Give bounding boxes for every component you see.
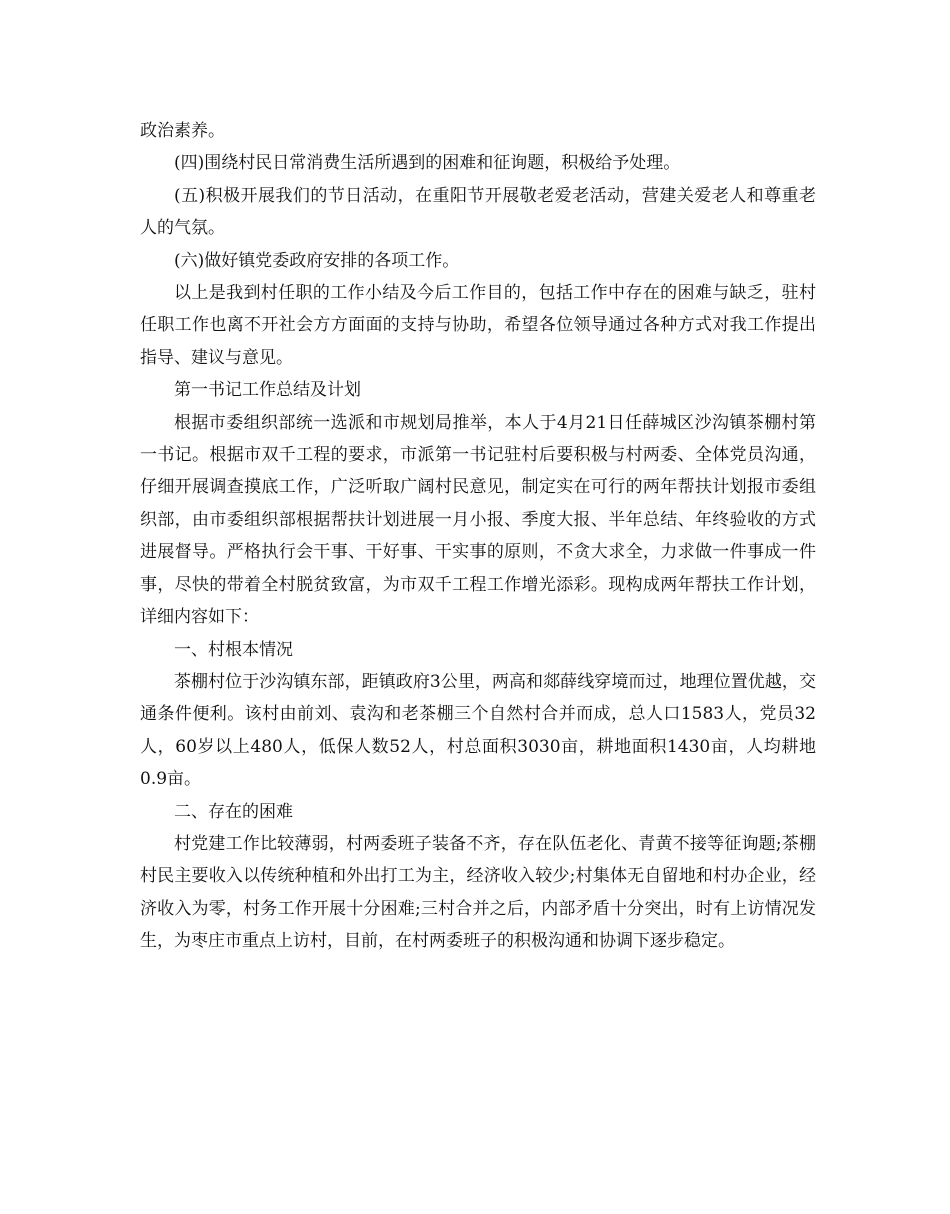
document-body (140, 115, 816, 958)
list-item-5: (五)积极开展我们的节日活动，在重阳节开展敬老爱老活动，营建关爱老人和尊重老人的气氛。 (140, 185, 816, 239)
paragraph-appointment: 根据市委组织部统一选派和市规划局推举，本人于4月21日任薛城区沙沟镇茶棚村第一书记。根据市双千工程的要求，市派第一书记驻村后要积极与村两委、全体党员沟通，仔细开展调查摸底工作，广泛听取广阔村民意见，制定实在可行的两年帮扶计划报市委组织部，由市委组织部根据帮扶计划进展一月小报、季度大报、半年总结、年终验收的方式进展督导。严格执行会干事、干好事、干实事的原则，不贪大求全，力求做一件事成一件事，尽快的带着全村脱贫致富，为市双千工程工作增光添彩。现构成两年帮扶工作计划，详细内容如下： (140, 412, 816, 628)
paragraph-village-info: 茶棚村位于沙沟镇东部，距镇政府3公里，两高和郯薛线穿境而过，地理位置优越，交通条件便利。该村由前刘、袁沟和老茶棚三个自然村合并而成，总人口1583人，党员32人，60岁以上480人，低保人数52人，村总面积3030亩，耕地面积1430亩，人均耕地0.9亩。 (140, 671, 816, 790)
section-title: 第一书记工作总结及计划 (174, 380, 361, 401)
list-item-6: (六)做好镇党委政府安排的各项工作。 (174, 250, 460, 271)
paragraph-summary: 以上是我到村任职的工作小结及今后工作目的，包括工作中存在的困难与缺乏，驻村任职工作也离不开社会方方面面的支持与协助，希望各位领导通过各种方式对我工作提出指导、建议与意见。 (140, 283, 816, 368)
heading-basic-situation: 一、村根本情况 (174, 639, 293, 660)
heading-difficulties: 二、存在的困难 (174, 801, 293, 822)
paragraph-continuation: 政治素养。 (140, 121, 225, 141)
paragraph-difficulties: 村党建工作比较薄弱，村两委班子装备不齐，存在队伍老化、青黄不接等征询题;茶棚村民主要收入以传统种植和外出打工为主，经济收入较少;村集体无自留地和村办企业，经济收入为零，村务工作开展十分困难;三村合并之后，内部矛盾十分突出，时有上访情况发生，为枣庄市重点上访村，目前，在村两委班子的积极沟通和协调下逐步稳定。 (140, 833, 816, 952)
list-item-4: (四)围绕村民日常消费生活所遇到的困难和征询题，积极给予处理。 (174, 153, 681, 174)
